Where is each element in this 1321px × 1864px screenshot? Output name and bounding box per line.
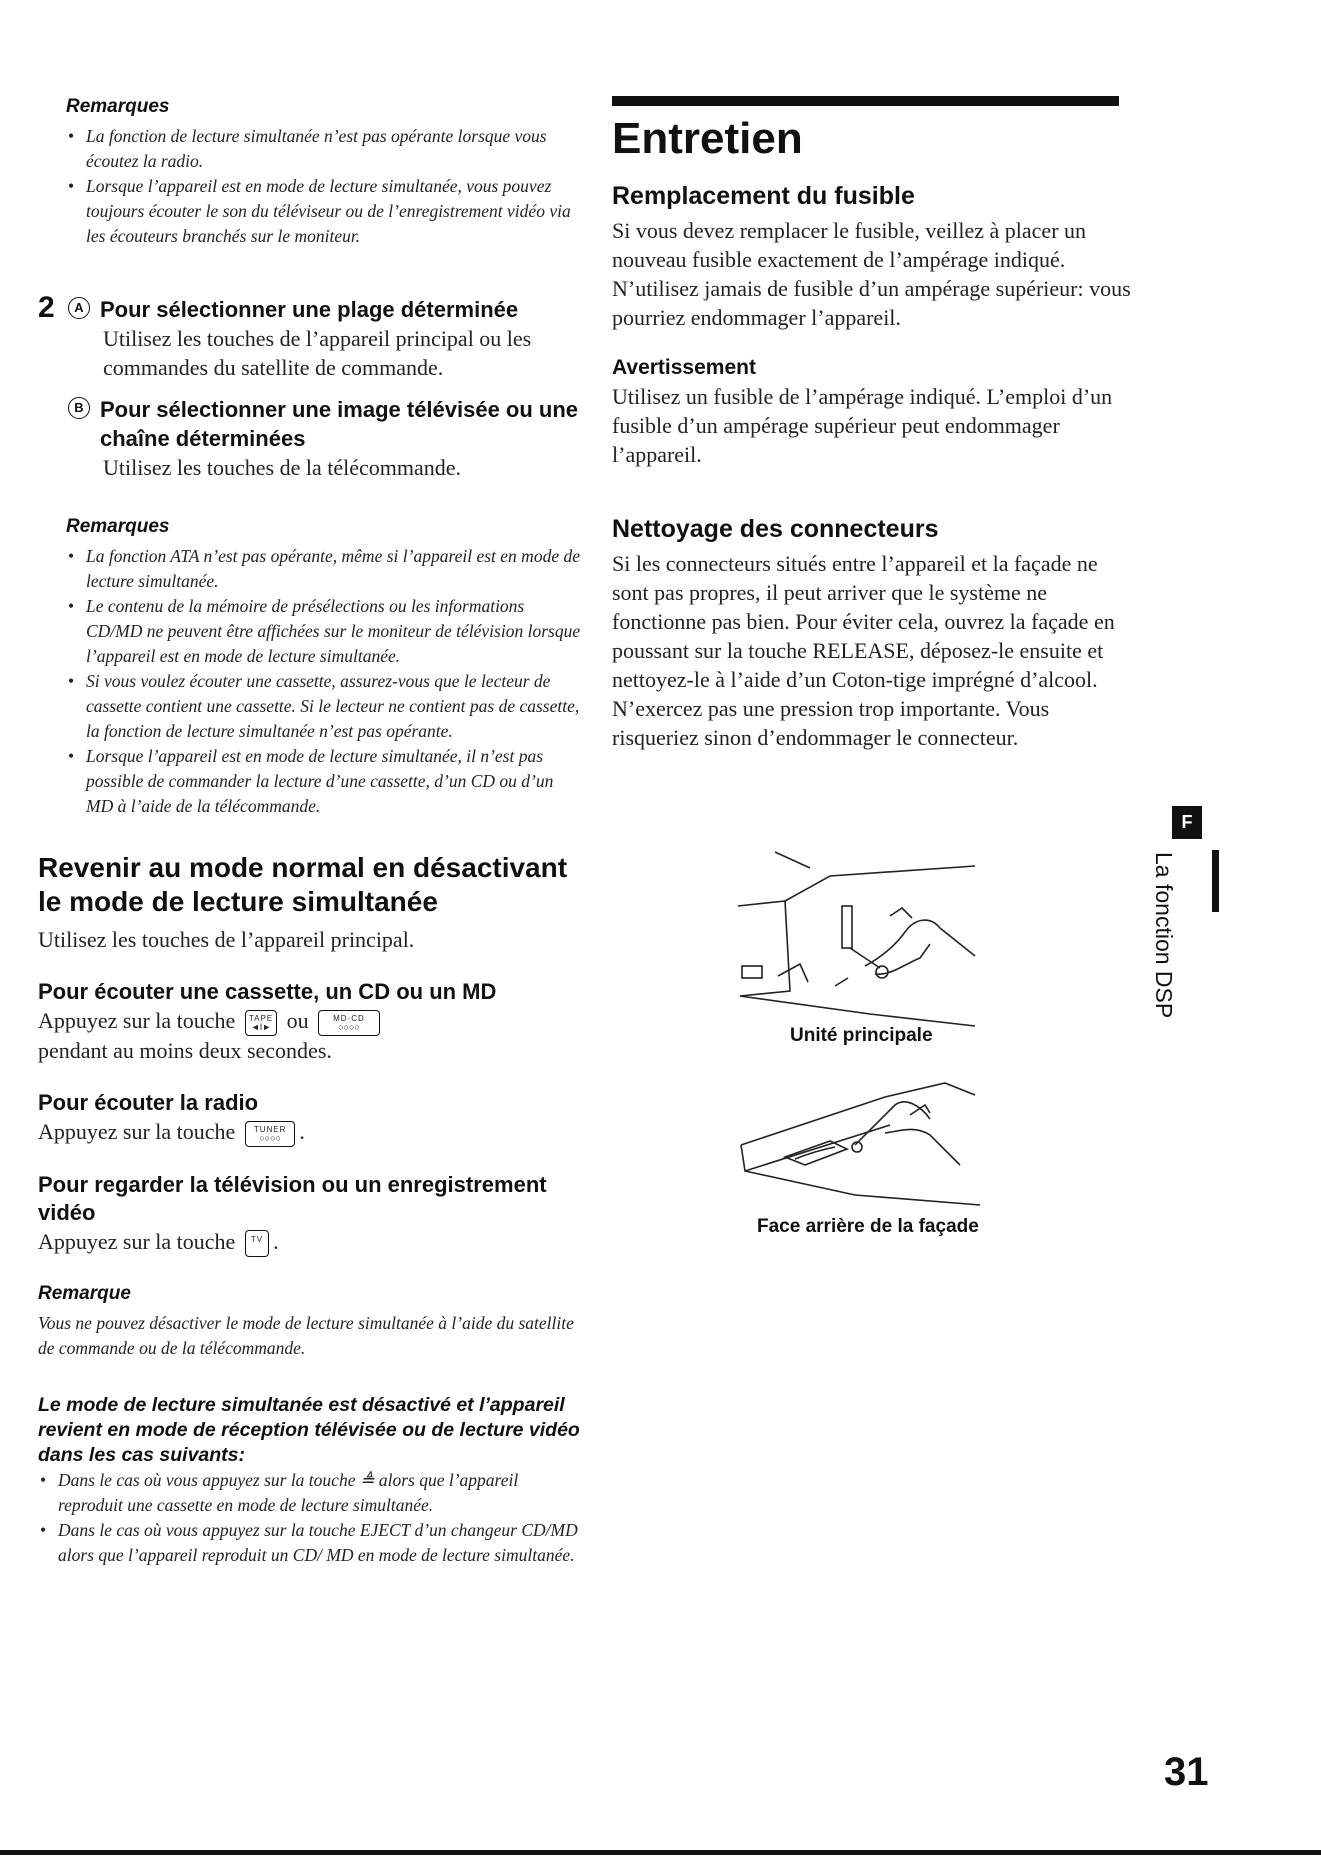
note-item: • Lorsque l’appareil est en mode de lecture simultanée, il n’est pas possible de commander la lecture d’une cassette, d’un CD ou d’un MD à l’aide de la télécommande. bbox=[66, 744, 583, 819]
notes-title: Remarques bbox=[66, 96, 170, 117]
warning-section bbox=[612, 354, 1132, 469]
instruction-part: Appuyez sur la touche bbox=[38, 1118, 236, 1144]
radio-section bbox=[38, 1089, 583, 1147]
deactivated-heading: Le mode de lecture simultanée est désactivé et l’appareil revient en mode de réception télévisée ou de lecture vidéo dans les cas suivants: bbox=[38, 1394, 580, 1467]
section-heading: Remplacement du fusible bbox=[612, 182, 915, 210]
note-item: • Si vous voulez écouter une cassette, assurez-vous que le lecteur de cassette contient une cassette. Si le lecteur ne contient pas de cassette, la fonction de lecture simultanée n’est pas opérante. bbox=[66, 669, 583, 744]
instruction-part: pendant au moins deux secondes. bbox=[38, 1037, 332, 1063]
section-tab-badge: F bbox=[1172, 806, 1202, 839]
key-symbol: ○○○○ bbox=[259, 1132, 281, 1143]
instruction-text bbox=[38, 1117, 583, 1147]
tuner-key-icon bbox=[245, 1121, 296, 1147]
step-2b bbox=[38, 395, 583, 482]
section-heading: Avertissement bbox=[612, 356, 756, 379]
circle-b-icon: B bbox=[68, 397, 90, 419]
bottom-rule bbox=[0, 1850, 1321, 1855]
figure-1-caption: Unité principale bbox=[790, 1025, 933, 1046]
note-item: • La fonction de lecture simultanée n’est pas opérante lorsque vous écoutez la radio. bbox=[66, 124, 583, 174]
section-heading: Revenir au mode normal en désactivant le mode de lecture simultanée bbox=[38, 852, 568, 917]
key-symbol: ◄I► bbox=[250, 1021, 272, 1032]
deactivated-list bbox=[38, 1468, 583, 1568]
notes-list bbox=[66, 124, 583, 249]
tv-section bbox=[38, 1171, 583, 1257]
subheading: Pour écouter la radio bbox=[38, 1089, 259, 1115]
notes-list bbox=[66, 544, 583, 819]
note-title: Remarque bbox=[38, 1283, 131, 1305]
revert-section bbox=[38, 851, 583, 954]
section-text: Utilisez un fusible de l’ampérage indiqué. L’emploi d’un fusible d’un ampérage supérieur peut endommager l’appareil. bbox=[612, 384, 1113, 467]
cassette-section bbox=[38, 978, 583, 1065]
section-text: Utilisez les touches de l’appareil principal. bbox=[38, 927, 415, 952]
mdcd-key-icon bbox=[318, 1010, 380, 1036]
key-label: MD·CD bbox=[333, 1013, 365, 1023]
figure-2-caption: Face arrière de la façade bbox=[757, 1216, 979, 1237]
notes-block-2 bbox=[38, 516, 583, 819]
key-label: TAPE bbox=[248, 1013, 274, 1023]
tape-key-icon bbox=[245, 1010, 277, 1036]
instruction-text bbox=[38, 1006, 583, 1065]
instruction-part: Appuyez sur la touche bbox=[38, 1008, 236, 1033]
side-tab-label bbox=[1151, 852, 1206, 1042]
right-column bbox=[612, 180, 1132, 752]
fuse-section bbox=[612, 180, 1132, 332]
notes-block-1 bbox=[38, 96, 583, 249]
faceplate-illustration bbox=[735, 1075, 1000, 1215]
cleaning-section bbox=[612, 513, 1132, 752]
subheading: Pour écouter une cassette, un CD ou un MD bbox=[38, 979, 497, 1004]
step-2a bbox=[38, 295, 583, 382]
page-number: 31 bbox=[1164, 1750, 1209, 1794]
note-item: • Le contenu de la mémoire de présélections ou les informations CD/MD ne peuvent être affichées sur le moniteur de télévision lorsque l’appareil est en mode de lecture simultanée. bbox=[66, 594, 583, 669]
note-block-3 bbox=[38, 1283, 583, 1361]
step-2 bbox=[38, 291, 583, 482]
tv-key-icon bbox=[245, 1230, 269, 1257]
step-number: 2 bbox=[38, 291, 55, 324]
note-text: Vous ne pouvez désactiver le mode de lecture simultanée à l’aide du satellite de commande ou de la télécommande. bbox=[38, 1313, 574, 1359]
thumb-index-bar bbox=[1212, 850, 1219, 912]
note-item: • Lorsque l’appareil est en mode de lecture simultanée, vous pouvez toujours écouter le son du téléviseur ou de l’enregistrement vidéo via les écouteurs branchés sur le moniteur. bbox=[66, 174, 583, 249]
circle-a-icon: A bbox=[68, 297, 90, 319]
notes-title: Remarques bbox=[66, 516, 170, 537]
step-2a-text: Utilisez les touches de l’appareil principal ou les commandes du satellite de commande. bbox=[103, 326, 532, 380]
instruction-part: . bbox=[299, 1118, 305, 1144]
key-symbol: ○○○○ bbox=[338, 1021, 360, 1032]
page-title: Entretien bbox=[612, 114, 803, 163]
side-tab-text: La fonction DSP bbox=[1151, 852, 1177, 1019]
instruction-part: ou bbox=[286, 1008, 309, 1033]
instruction-text bbox=[38, 1227, 583, 1257]
key-label: TUNER bbox=[253, 1124, 287, 1134]
list-item: • Dans le cas où vous appuyez sur la touche ≜ alors que l’appareil reproduit une cassette en mode de lecture simultanée. bbox=[38, 1468, 583, 1518]
step-2b-text: Utilisez les touches de la télécommande. bbox=[103, 455, 461, 480]
deactivated-section bbox=[38, 1393, 583, 1568]
instruction-part: . bbox=[273, 1228, 279, 1254]
list-item: • Dans le cas où vous appuyez sur la touche EJECT d’un changeur CD/MD alors que l’appareil reproduit un CD/ MD en mode de lecture simultanée. bbox=[38, 1518, 583, 1568]
section-heading: Nettoyage des connecteurs bbox=[612, 515, 939, 543]
title-rule bbox=[612, 96, 1119, 106]
left-column bbox=[38, 96, 583, 1568]
instruction-part: Appuyez sur la touche bbox=[38, 1228, 236, 1254]
key-label: TV bbox=[250, 1235, 264, 1245]
main-unit-illustration bbox=[730, 846, 990, 1031]
subheading: Pour regarder la télévision ou un enregistrement vidéo bbox=[38, 1171, 547, 1225]
section-text: Si vous devez remplacer le fusible, veillez à placer un nouveau fusible exactement de l’ampérage indiqué. N’utilisez jamais de fusible d’un ampérage supérieur: vous pourriez endommager l’appareil. bbox=[612, 218, 1131, 330]
step-2b-heading: Pour sélectionner une image télévisée ou une chaîne déterminées bbox=[100, 397, 579, 451]
note-item: • La fonction ATA n’est pas opérante, même si l’appareil est en mode de lecture simultanée. bbox=[66, 544, 583, 594]
section-text: Si les connecteurs situés entre l’appareil et la façade ne sont pas propres, il peut arriver que le système ne fonctionne pas bien. Pour éviter cela, ouvrez la façade en poussant sur la touche RELEASE, déposez-le ensuite et nettoyez-le à l’aide d’un Coton-tige imprégné d’alcool. N’exercez pas une pression trop importante. Vous risqueriez sinon d’endommager le connecteur. bbox=[612, 551, 1115, 750]
step-2a-heading: Pour sélectionner une plage déterminée bbox=[100, 297, 519, 322]
